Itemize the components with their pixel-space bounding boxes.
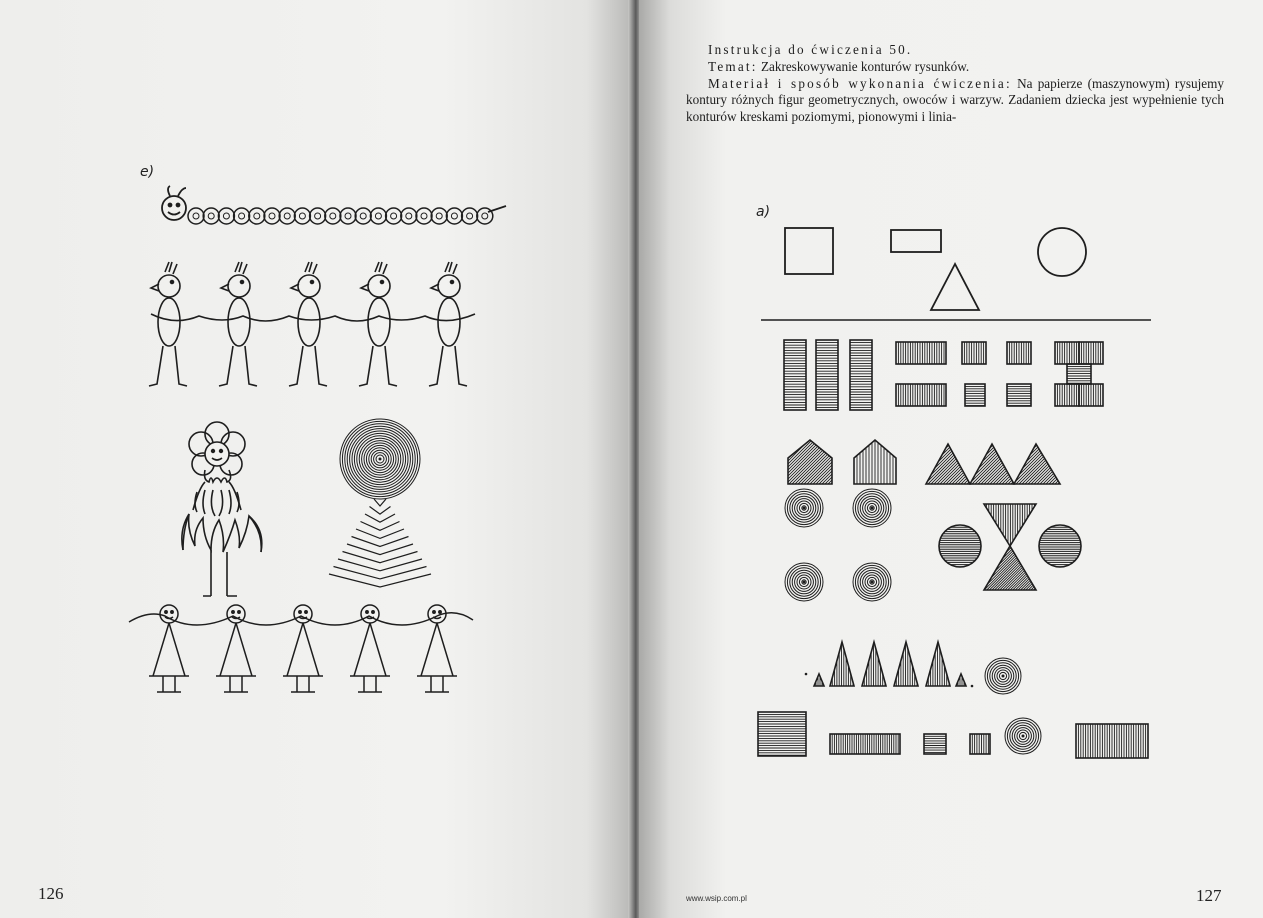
checker-cell <box>1079 342 1103 364</box>
child-figure <box>350 605 390 692</box>
checker-cell <box>1055 342 1079 364</box>
left-page <box>0 0 631 918</box>
spiral-circle <box>985 658 1021 694</box>
child-figure <box>417 605 457 692</box>
hatched-tall-rect <box>784 340 806 410</box>
spiral-fountain-drawing <box>325 415 435 585</box>
materials-paragraph <box>686 76 1224 126</box>
child-figure <box>149 605 189 692</box>
hatched-hourglass-top <box>984 504 1036 546</box>
right-page-number: 127 <box>1196 886 1222 905</box>
topic-label: Temat: <box>708 58 758 74</box>
spiral-circle <box>785 489 823 527</box>
spiral-circle <box>853 489 891 527</box>
hatched-tall-rect <box>850 340 872 410</box>
hatched-wide-rect <box>1076 724 1148 758</box>
outline-rectangle <box>891 230 941 252</box>
small-triangle <box>814 674 824 686</box>
tall-triangle <box>862 642 886 686</box>
bottom-hatched-row <box>754 708 1154 768</box>
spiral-disc <box>340 419 420 499</box>
bird-figure <box>219 262 257 386</box>
hatched-house <box>744 440 875 484</box>
hatched-tall-rect <box>816 340 838 410</box>
spirals-and-hourglass-group <box>784 486 1104 616</box>
hatched-long-rect <box>830 734 900 754</box>
right-section-label: a) <box>756 204 771 220</box>
instruction-heading: Instrukcja do ćwiczenia 50. <box>708 42 913 57</box>
materials-label: Materiał i sposób wykonania ćwiczenia: <box>708 75 1012 91</box>
outline-circle <box>1038 228 1086 276</box>
outline-shapes-row <box>779 222 1119 312</box>
tall-triangle <box>830 642 854 686</box>
spiral-circle <box>1005 718 1041 754</box>
footer-url: www.wsip.com.pl <box>686 894 747 903</box>
instruction-text-block <box>686 42 1224 126</box>
topic-text: Zakreskowywanie konturów rysunków. <box>757 58 970 74</box>
bird-figure <box>149 262 187 386</box>
dot <box>971 685 974 688</box>
bird-figure <box>289 262 327 386</box>
hatched-small-square <box>970 734 990 754</box>
hatched-small-rect <box>1007 342 1031 364</box>
bird-figure <box>429 262 467 386</box>
hatched-wide-rect <box>896 384 946 406</box>
checker-cell <box>1055 384 1079 406</box>
houses-and-triangles-row <box>784 436 1104 486</box>
checker-cell <box>1067 364 1091 384</box>
flower-girl-drawing <box>175 418 285 598</box>
hatched-small-rect <box>962 342 986 364</box>
triangles-row <box>804 636 1064 696</box>
hatched-circle <box>1039 525 1081 567</box>
spiral-circle <box>785 563 823 601</box>
left-page-number: 126 <box>38 884 64 903</box>
caterpillar-drawing <box>150 182 550 242</box>
materials-text: Na papierze (maszynowym) rysujemy kontury różnych figur geometrycznych, owoców i warzyw. Zadaniem dziecka jest wypełnienie tych konturów kreskami poziomymi, pionowymi i linia- <box>686 75 1224 125</box>
child-figure <box>216 605 256 692</box>
hatched-hourglass-bottom <box>940 546 1078 590</box>
spiral-circle <box>853 563 891 601</box>
tall-triangle <box>894 642 918 686</box>
hatched-circle <box>939 525 981 567</box>
left-section-label: e) <box>140 164 155 180</box>
children-holding-hands-drawing <box>125 600 485 700</box>
outline-square <box>785 228 833 274</box>
small-triangle <box>956 674 966 686</box>
dot <box>805 673 808 676</box>
fountain-chevrons <box>329 499 431 587</box>
hatched-small-square <box>924 734 946 754</box>
bird-figure <box>359 262 397 386</box>
checker-cell <box>1079 384 1103 406</box>
outline-triangle <box>931 264 979 310</box>
hatched-square <box>758 712 806 756</box>
hatched-small-rect <box>1007 384 1031 406</box>
dancing-birds-drawing <box>125 262 525 392</box>
hatched-small-rect <box>965 384 985 406</box>
hatched-wide-rect <box>896 342 946 364</box>
hatched-house <box>854 440 896 484</box>
child-figure <box>283 605 323 692</box>
tall-triangle <box>926 642 950 686</box>
right-page <box>639 0 1263 918</box>
hatched-rectangles-group <box>759 336 1159 416</box>
separator-line <box>761 318 1161 322</box>
topic-line <box>686 59 1224 76</box>
